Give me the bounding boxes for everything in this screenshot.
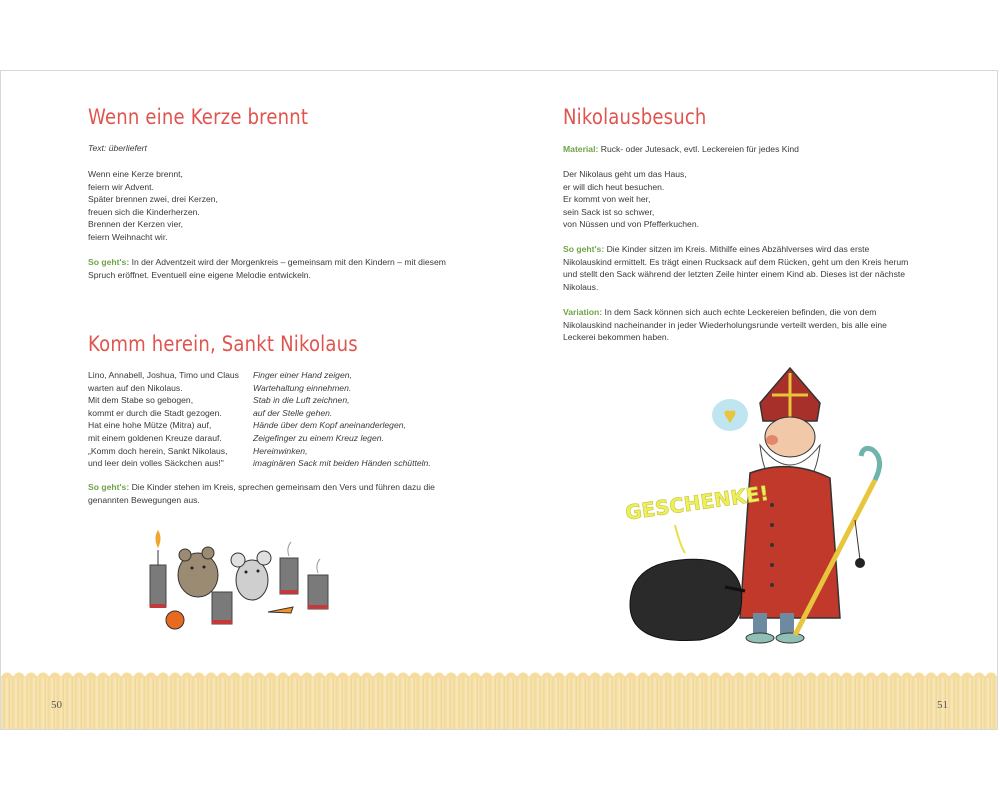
title-nikolausbesuch: Nikolausbesuch	[563, 105, 707, 129]
material-line	[563, 143, 799, 156]
poem-line: warten auf den Nikolaus.	[88, 382, 183, 393]
variation-paragraph	[563, 306, 909, 344]
poem-line: von Nüssen und von Pfefferkuchen.	[563, 219, 699, 230]
material-text: Ruck- oder Jutesack, evtl. Leckereien für jedes Kind	[598, 144, 799, 154]
variation-text: In dem Sack können sich auch echte Leckereien befinden, die von dem Nikolauskind nacheinander in jeder Wiederholungsrunde verteilt werden, bis alle eine Leckerei bekommen haben.	[563, 307, 887, 343]
gesture-line: Hereinwinken,	[253, 445, 308, 456]
gesture-line: Wartehaltung einnehmen.	[253, 382, 352, 393]
poem-line: feiern wir Advent.	[88, 181, 154, 192]
instructions-text: Die Kinder stehen im Kreis, sprechen gemeinsam den Vers und führen dazu die genannten Bewegungen aus.	[88, 482, 435, 505]
poem-line: Lino, Annabell, Joshua, Timo und Claus	[88, 370, 239, 380]
poem-nikolaus	[88, 369, 239, 470]
instructions-nikolausbesuch	[563, 243, 909, 293]
instructions-nikolaus	[88, 481, 448, 506]
gesture-line: Stab in die Luft zeichnen,	[253, 395, 350, 406]
nikolaus-illustration	[600, 355, 900, 655]
gesture-line: auf der Stelle gehen.	[253, 407, 333, 418]
poem-line: sein Sack ist so schwer,	[563, 206, 655, 217]
so-gehts-label: So geht's:	[563, 244, 605, 254]
title-wenn-eine-kerze-brennt: Wenn eine Kerze brennt	[88, 105, 309, 129]
poem-line: er will dich heut besuchen.	[563, 181, 665, 192]
poem-line: Der Nikolaus geht um das Haus,	[563, 169, 687, 179]
material-label: Material:	[563, 144, 599, 154]
poem-line: Wenn eine Kerze brennt,	[88, 169, 183, 179]
poem-line: feiern Weihnacht wir.	[88, 231, 168, 242]
poem-kerze	[88, 168, 218, 244]
so-gehts-label: So geht's:	[88, 257, 130, 267]
instructions-text: Die Kinder sitzen im Kreis. Mithilfe eines Abzählverses wird das erste Nikolauskind ermittelt. Es trägt einen Rucksack auf dem Rücken, geht um den Kreis herum und stellt den Sack während der letzten Zeile hinter einem Kind ab. Dieses ist der nächste Nikolaus.	[563, 244, 909, 292]
page-number-left: 50	[51, 699, 62, 711]
gesture-line: Zeigefinger zu einem Kreuz legen.	[253, 432, 384, 443]
poem-line: Hat eine hohe Mütze (Mitra) auf,	[88, 420, 212, 431]
poem-line: Mit dem Stabe so gebogen,	[88, 395, 194, 406]
instructions-kerze	[88, 256, 448, 281]
poem-nikolausbesuch	[563, 168, 699, 231]
variation-label: Variation:	[563, 307, 603, 317]
title-komm-herein: Komm herein, Sankt Nikolaus	[88, 332, 358, 356]
candles-mice-illustration	[140, 520, 340, 635]
poem-line: Er kommt von weit her,	[563, 194, 651, 205]
so-gehts-label: So geht's:	[88, 482, 130, 492]
gesture-line: Hände über dem Kopf aneinanderlegen,	[253, 420, 406, 431]
poem-line: mit einem goldenen Kreuze darauf.	[88, 432, 222, 443]
page-number-right: 51	[937, 699, 948, 711]
geschenke-lettering: GESCHENKE!	[623, 480, 771, 525]
gesture-instructions	[253, 369, 431, 470]
instructions-text: In der Adventzeit wird der Morgenkreis – gemeinsam mit den Kindern – mit diesem Spruch eröffnet. Eventuell eine eigene Melodie entwickeln.	[88, 257, 446, 280]
poem-line: „Komm doch herein, Sankt Nikolaus,	[88, 445, 228, 456]
gesture-line: Finger einer Hand zeigen,	[253, 370, 352, 380]
footer-band	[1, 676, 997, 730]
poem-line: Brennen der Kerzen vier,	[88, 219, 184, 230]
gesture-line: imaginären Sack mit beiden Händen schütteln.	[253, 458, 431, 469]
poem-line: freuen sich die Kinderherzen.	[88, 206, 200, 217]
poem-line: kommt er durch die Stadt gezogen.	[88, 407, 222, 418]
poem-line: Später brennen zwei, drei Kerzen,	[88, 194, 218, 205]
text-credit: Text: überliefert	[88, 143, 147, 153]
poem-line: und leer dein volles Säckchen aus!"	[88, 458, 224, 469]
